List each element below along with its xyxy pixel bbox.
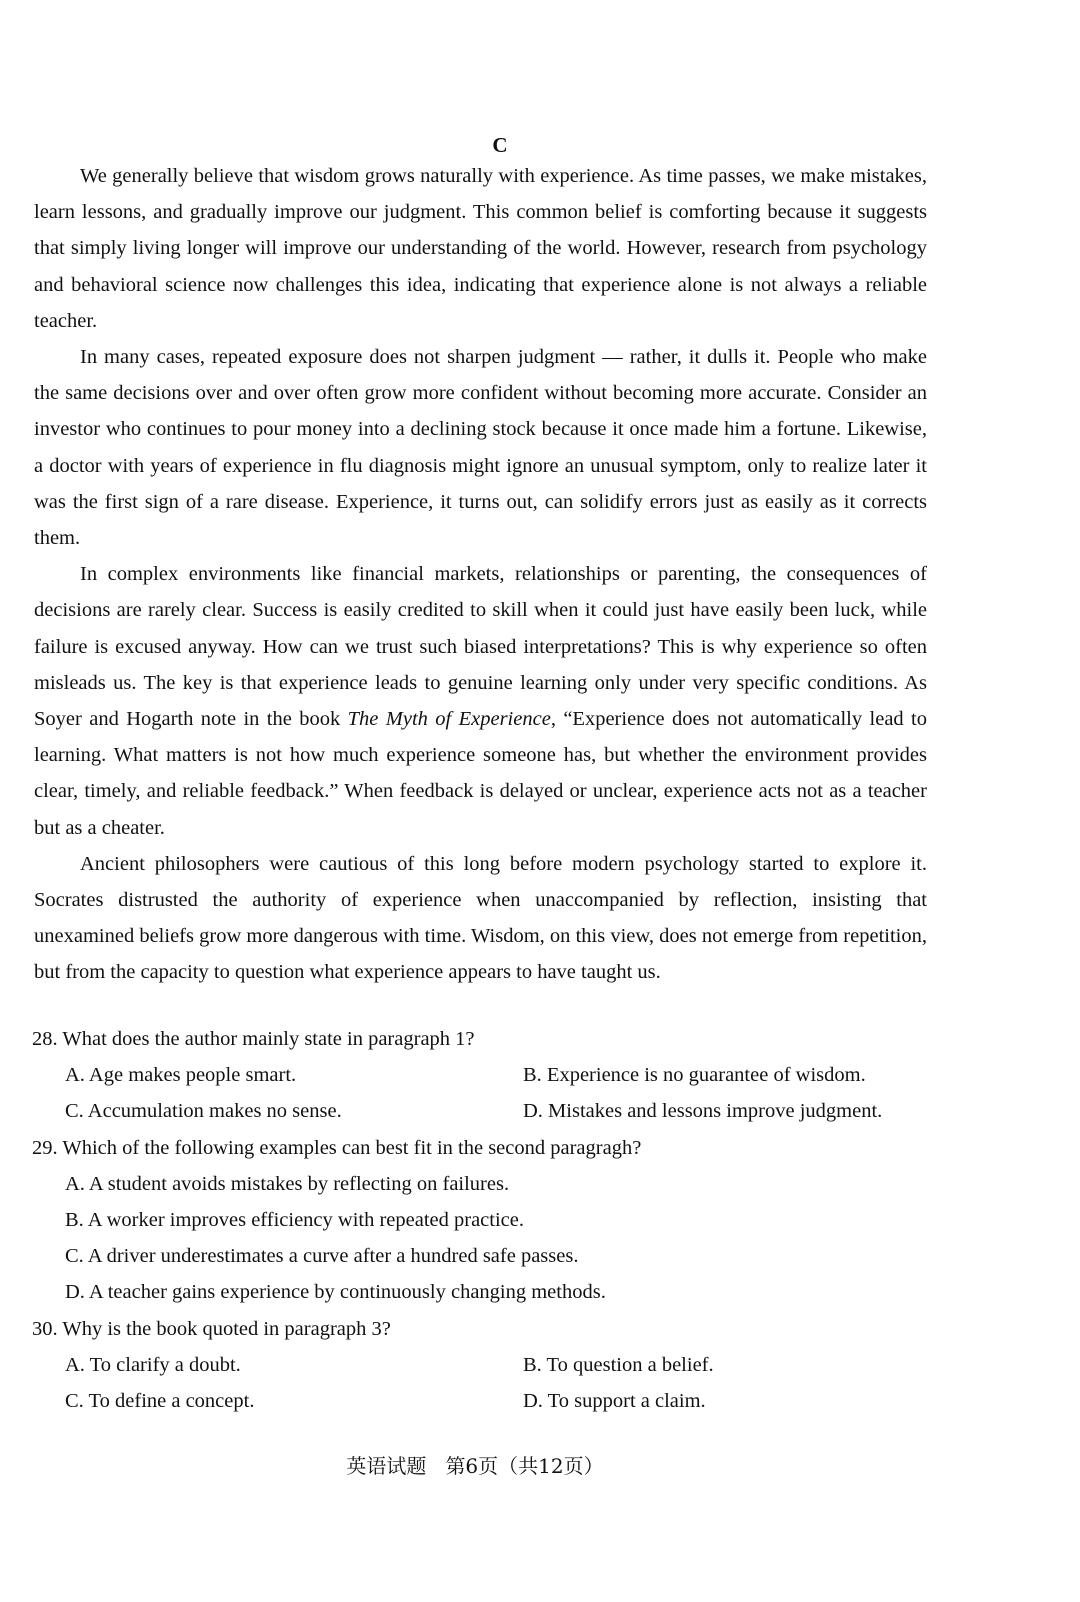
question-28-option-a: A. Age makes people smart. <box>65 1064 297 1087</box>
question-30-option-a: A. To clarify a doubt. <box>65 1353 241 1376</box>
question-28-option-c: C. Accumulation makes no sense. <box>65 1100 342 1123</box>
paragraph-3-quote-text: , “Experience does not automatically lead to learning. What matters is not how much experience someone has, but whether the environment provides clear, timely, and reliable feedback.” When feedback is delayed or unclear, experience acts not as a teacher but as a cheater. <box>34 708 927 839</box>
page-footer <box>0 1452 950 1480</box>
question-30-options-row-1 <box>32 1347 932 1383</box>
question-30-stem: 30. Why is the book quoted in paragraph 3? <box>32 1317 391 1340</box>
book-title: The Myth of Experience <box>347 708 551 731</box>
question-28-options-row-2 <box>32 1093 932 1129</box>
footer-page-info: 第6页（共12页） <box>445 1454 604 1478</box>
question-29-option-b: B. A worker improves efficiency with repeated practice. <box>65 1209 524 1232</box>
reading-passage <box>34 158 927 991</box>
question-30-option-b: B. To question a belief. <box>523 1353 714 1376</box>
question-28-option-b: B. Experience is no guarantee of wisdom. <box>523 1064 866 1087</box>
question-30-option-d: D. To support a claim. <box>523 1390 706 1413</box>
question-28-options-row-1 <box>32 1057 932 1093</box>
question-29-option-c: C. A driver underestimates a curve after a hundred safe passes. <box>65 1245 579 1268</box>
passage-paragraph-3 <box>34 556 927 846</box>
footer-subject: 英语试题 <box>346 1454 427 1478</box>
passage-paragraph-2: In many cases, repeated exposure does not sharpen judgment — rather, it dulls it. People who make the same decisions over and over often grow more confident without becoming more accurate. Consider an investor who continues to pour money into a declining stock because it once made him a fortune. Likewise, a doctor with years of experience in flu diagnosis might ignore an unusual symptom, only to realize later it was the first sign of a rare disease. Experience, it turns out, can solidify errors just as easily as it corrects them. <box>34 346 927 550</box>
passage-paragraph-4: Ancient philosophers were cautious of this long before modern psychology started to explore it. Socrates distrusted the authority of experience when unaccompanied by reflection, insisting that unexamined beliefs grow more dangerous with time. Wisdom, on this view, does not emerge from repetition, but from the capacity to question what experience appears to have taught us. <box>34 852 927 984</box>
question-29-option-a: A. A student avoids mistakes by reflecting on failures. <box>65 1172 510 1195</box>
question-30-options-row-2 <box>32 1383 932 1419</box>
section-heading: C <box>492 133 508 157</box>
question-29-option-d: D. A teacher gains experience by continuously changing methods. <box>65 1281 606 1304</box>
question-29-stem: 29. Which of the following examples can best fit in the second paragragh? <box>32 1136 642 1159</box>
question-28-stem: 28. What does the author mainly state in paragraph 1? <box>32 1028 475 1050</box>
question-30-option-c: C. To define a concept. <box>65 1390 255 1413</box>
question-list <box>32 1021 932 1419</box>
passage-paragraph-1: We generally believe that wisdom grows naturally with experience. As time passes, we make mistakes, learn lessons, and gradually improve our judgment. This common belief is comforting because it suggests that simply living longer will improve our understanding of the world. However, research from psychology and behavioral science now challenges this idea, indicating that experience alone is not always a reliable teacher. <box>34 165 927 332</box>
paragraph-3-lead-text: In complex environments like financial markets, relationships or parenting, the consequences of decisions are rarely clear. Success is easily credited to skill when it could just have easily been luck, while failure is excused anyway. How can we trust such biased interpretations? This is why experience so often misleads us. The key is that experience leads to genuine learning only under very specific conditions. As Soyer and Hogarth note in the book <box>34 563 927 731</box>
question-28-option-d: D. Mistakes and lessons improve judgment. <box>523 1100 883 1123</box>
